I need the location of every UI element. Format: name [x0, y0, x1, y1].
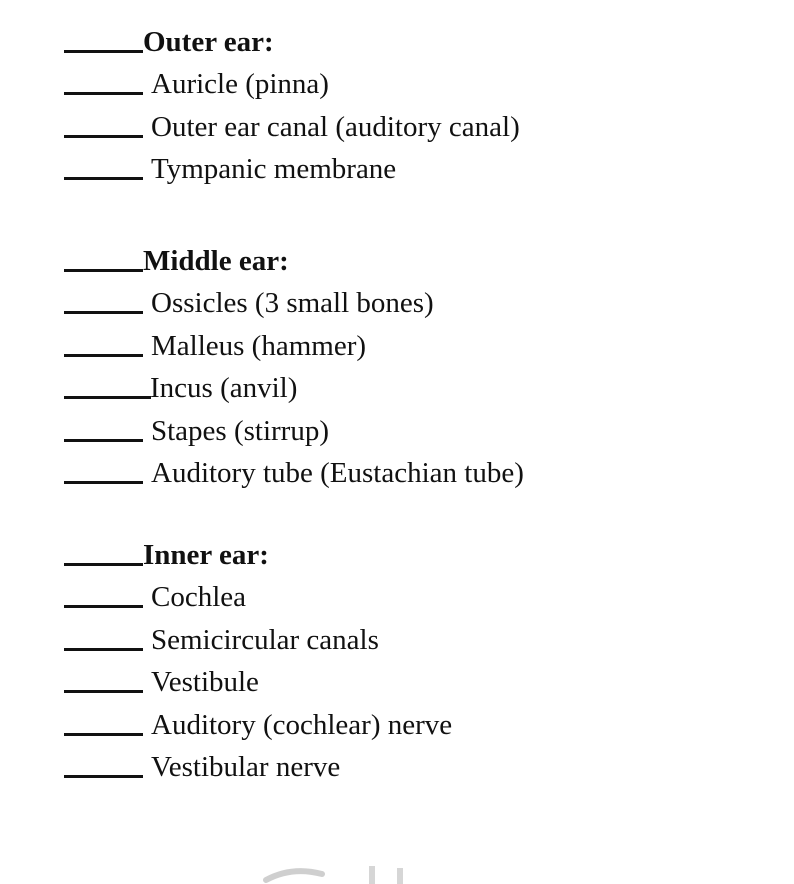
answer-blank[interactable]	[64, 775, 143, 778]
item-label: Tympanic membrane	[151, 153, 397, 186]
item-label: Auricle (pinna)	[151, 68, 329, 101]
list-item	[64, 442, 764, 489]
item-label: Outer ear canal (auditory canal)	[151, 110, 520, 143]
answer-blank[interactable]	[64, 481, 143, 484]
list-item	[64, 736, 764, 783]
list-item	[64, 566, 764, 614]
section-inner-ear	[64, 517, 764, 783]
partial-graphic-icon	[262, 864, 422, 884]
heading-label: Outer ear:	[143, 26, 274, 58]
list-item	[64, 357, 764, 405]
item-label: Auditory tube (Eustachian tube)	[151, 456, 524, 489]
section-outer-ear	[64, 4, 764, 186]
item-label: Ossicles (3 small bones)	[151, 287, 434, 320]
list-item	[64, 95, 764, 143]
list-item	[64, 138, 764, 186]
item-label: Malleus (hammer)	[151, 329, 367, 362]
list-item	[64, 608, 764, 656]
item-label: Vestibular nerve	[151, 750, 341, 783]
item-label: Cochlea	[151, 581, 247, 614]
section-heading	[64, 223, 764, 277]
item-label: Auditory (cochlear) nerve	[151, 708, 453, 741]
list-item	[64, 272, 764, 320]
heading-label: Middle ear:	[143, 245, 289, 277]
item-label: Stapes (stirrup)	[151, 414, 329, 447]
list-item	[64, 53, 764, 101]
section-heading	[64, 4, 764, 58]
heading-label: Inner ear:	[143, 539, 269, 571]
list-item	[64, 651, 764, 699]
list-item	[64, 693, 764, 741]
answer-blank[interactable]	[64, 177, 143, 180]
section-heading	[64, 517, 764, 571]
item-label: Semicircular canals	[151, 623, 379, 656]
list-item	[64, 399, 764, 447]
item-label: Vestibule	[151, 666, 259, 699]
section-middle-ear	[64, 223, 764, 489]
list-item	[64, 314, 764, 362]
item-label: Incus (anvil)	[150, 372, 298, 405]
